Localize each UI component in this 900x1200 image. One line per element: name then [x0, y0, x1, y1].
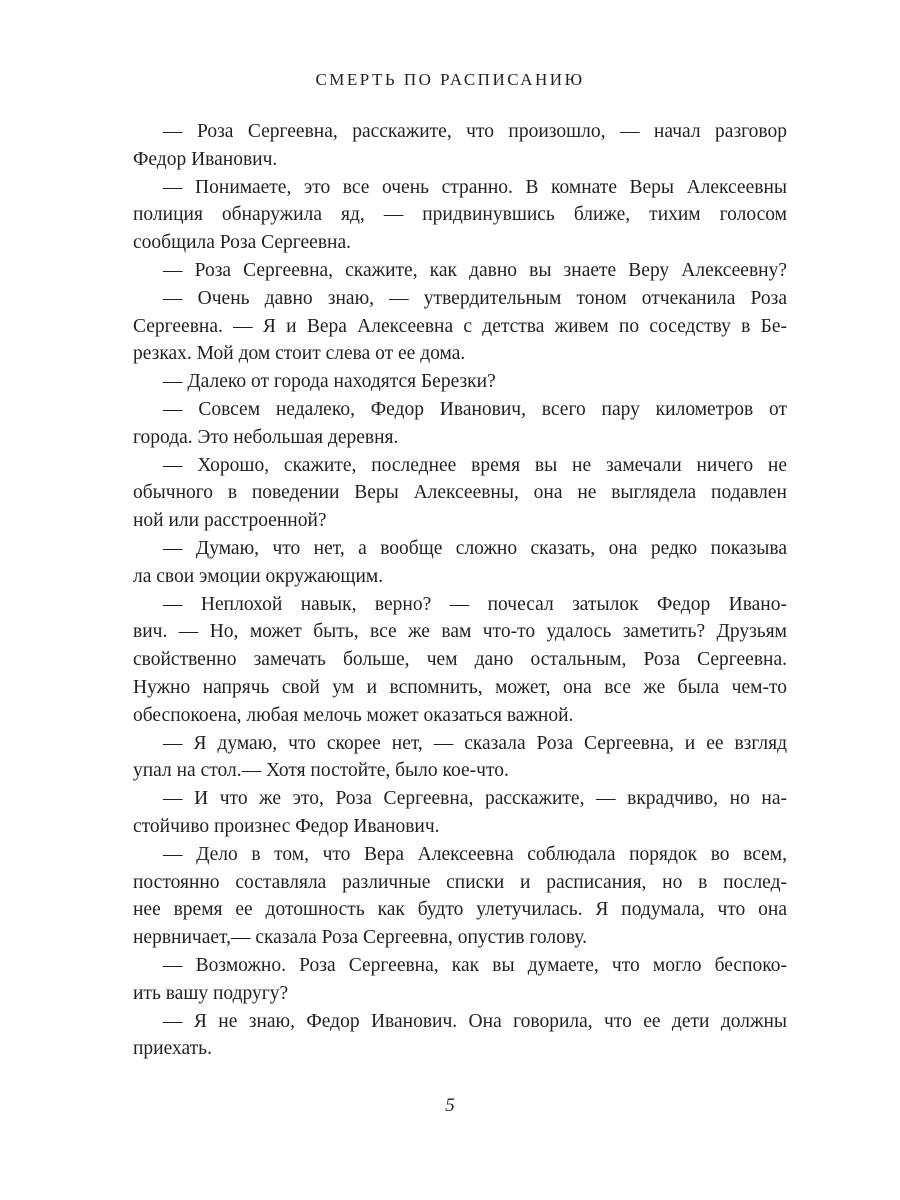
text-line: — Очень давно знаю, — утвердительным тоном отчеканила Роза [163, 287, 787, 309]
page-number: 5 [445, 1095, 455, 1116]
text-line: ить вашу подругу? [133, 982, 289, 1004]
text-line: — Думаю, что нет, а вообще сложно сказать, она редко показыва [163, 537, 787, 559]
text-line: стойчиво произнес Федор Иванович. [133, 815, 440, 837]
text-line: — Понимаете, это все очень странно. В комнате Веры Алексеевны [163, 176, 787, 198]
text-line: Федор Иванович. [133, 148, 278, 170]
text-line: постоянно составляла различные списки и расписания, но в послед- [133, 871, 787, 893]
text-line: Сергеевна. — Я и Вера Алексеевна с детства живем по соседству в Бе- [133, 315, 787, 337]
text-line: — Возможно. Роза Сергеевна, как вы думаете, что могло беспоко- [163, 954, 787, 976]
text-line: — Неплохой навык, верно? — почесал затылок Федор Ивано- [163, 593, 787, 615]
text-line: обеспокоена, любая мелочь может оказаться важной. [133, 704, 574, 726]
text-line: нее время ее дотошность как будто улетучилась. Я подумала, что она [133, 899, 787, 921]
text-line: полиция обнаружила яд, — придвинувшись ближе, тихим голосом [133, 204, 787, 226]
text-line: — Я думаю, что скорее нет, — сказала Роза Сергеевна, и ее взгляд [163, 732, 787, 754]
text-line: Нужно напрячь свой ум и вспомнить, может, она все же была чем-то [133, 676, 787, 698]
text-line: — Далеко от города находятся Березки? [163, 371, 496, 393]
running-head: СМЕРТЬ ПО РАСПИСАНИЮ [315, 70, 585, 89]
text-line: ной или расстроенной? [133, 510, 327, 532]
text-line: вич. — Но, может быть, все же вам что-то удалось заметить? Друзьям [133, 621, 787, 643]
text-line: города. Это небольшая деревня. [133, 426, 399, 448]
text-line: свойственно замечать больше, чем дано остальным, Роза Сергеевна. [133, 649, 787, 671]
text-line: упал на стол.— Хотя постойте, было кое-что. [133, 760, 509, 782]
text-line: обычного в поведении Веры Алексеевны, она не выглядела подавлен [133, 482, 787, 504]
text-line: — Роза Сергеевна, расскажите, что произошло, — начал разговор [163, 121, 787, 142]
text-line: — И что же это, Роза Сергеевна, расскажите, — вкрадчиво, но на- [163, 788, 787, 810]
text-line: — Хорошо, скажите, последнее время вы не замечали ничего не [163, 454, 787, 476]
text-line: — Дело в том, что Вера Алексеевна соблюдала порядок во всем, [163, 843, 787, 865]
text-line: резках. Мой дом стоит слева от ее дома. [133, 343, 466, 365]
text-line: нервничает,— сказала Роза Сергеевна, опустив голову. [133, 927, 588, 949]
text-line: сообщила Роза Сергеевна. [133, 232, 352, 254]
text-line: приехать. [133, 1038, 212, 1060]
text-line: — Я не знаю, Федор Иванович. Она говорила, что ее дети должны [163, 1010, 787, 1032]
body-text [133, 118, 787, 1063]
text-line: — Совсем недалеко, Федор Иванович, всего пару километров от [163, 398, 787, 420]
text-line: ла свои эмоции окружающим. [133, 565, 384, 587]
text-line: — Роза Сергеевна, скажите, как давно вы знаете Веру Алексеевну? [163, 259, 787, 281]
